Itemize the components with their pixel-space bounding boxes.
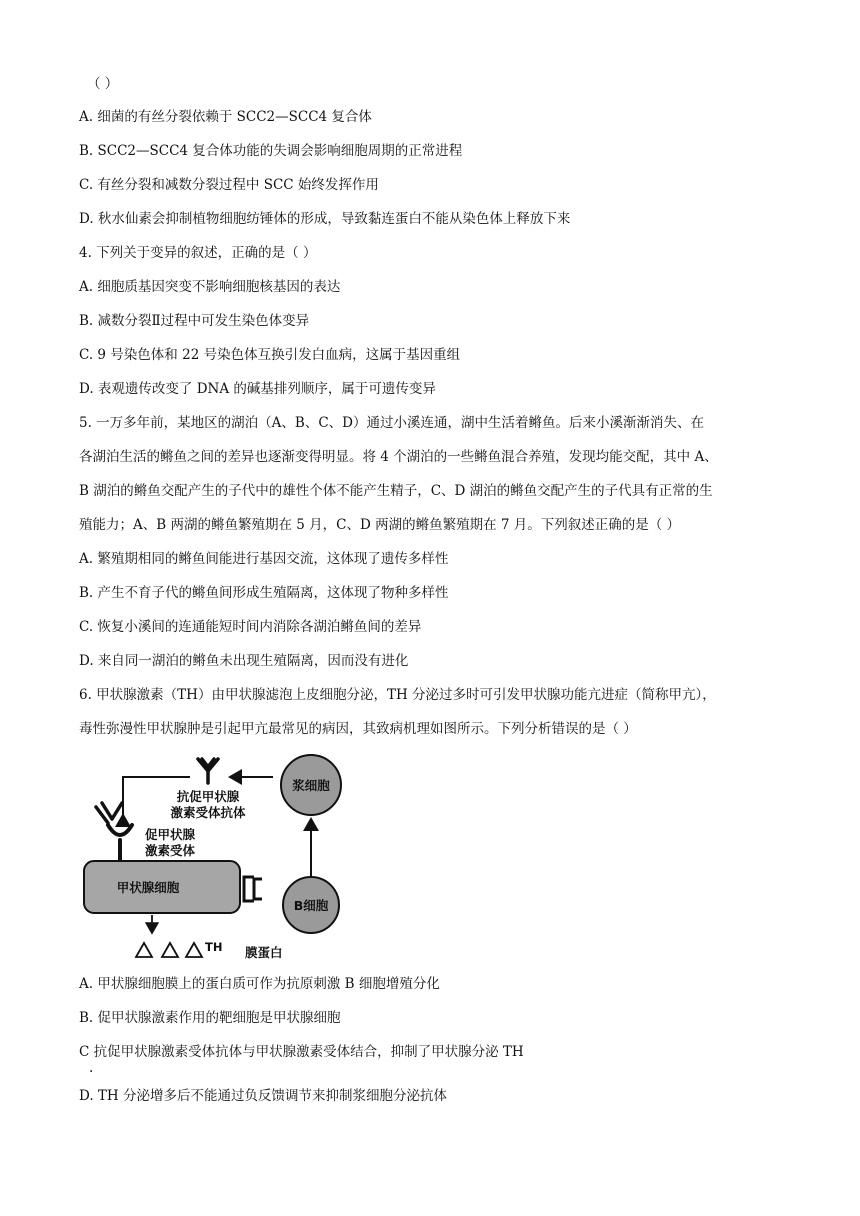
- q6-stem-line-1: 6. 甲状腺激素（TH）由甲状腺滤泡上皮细胞分泌，TH 分泌过多时可引发甲状腺功能亢进症（简称甲亢），: [79, 687, 716, 703]
- thyroid-cell: [84, 861, 240, 913]
- q3-option-a: A. 细菌的有丝分裂依赖于 SCC2—SCC4 复合体: [79, 109, 372, 125]
- q3-option-c: C. 有丝分裂和减数分裂过程中 SCC 始终发挥作用: [79, 177, 379, 193]
- q4-option-b: B. 减数分裂Ⅱ过程中可发生染色体变异: [79, 313, 310, 329]
- plasma-cell-label: 浆细胞: [292, 778, 330, 793]
- membrane-protein-label: 膜蛋白: [245, 945, 283, 960]
- antibody-icon: [198, 759, 218, 783]
- q6-option-a: A. 甲状腺细胞膜上的蛋白质可作为抗原刺激 B 细胞增殖分化: [79, 976, 440, 992]
- receptor-label-1: 促甲状腺: [145, 827, 196, 842]
- receptor-icon: [96, 803, 132, 860]
- q6-option-d: D. TH 分泌增多后不能通过负反馈调节来抑制浆细胞分泌抗体: [79, 1088, 447, 1104]
- q4-option-a: A. 细胞质基因突变不影响细胞核基因的表达: [79, 279, 341, 295]
- q5-option-b: B. 产生不育子代的鳉鱼间形成生殖隔离，这体现了物种多样性: [79, 585, 449, 601]
- thyroid-cell-label: 甲状腺细胞: [116, 880, 180, 895]
- th-label: TH: [205, 940, 223, 954]
- b-cell: [283, 877, 339, 933]
- q4-option-c: C. 9 号染色体和 22 号染色体互换引发白血病，这属于基因重组: [79, 347, 461, 363]
- th-triangles: [136, 943, 202, 957]
- q3-option-b: B. SCC2—SCC4 复合体功能的失调会影响细胞周期的正常进程: [79, 143, 463, 159]
- q6-option-c: C 抗促甲状腺激素受体抗体与甲状腺激素受体结合，抑制了甲状腺分泌 TH: [79, 1044, 524, 1060]
- q6-option-c-dot: .: [89, 1060, 94, 1076]
- antibody-label-2: 激素受体抗体: [170, 805, 246, 820]
- q6-option-b: B. 促甲状腺激素作用的靶细胞是甲状腺细胞: [79, 1010, 341, 1026]
- receptor-label-2: 激素受体: [145, 843, 196, 858]
- antibody-label-1: 抗促甲状腺: [176, 789, 240, 804]
- membrane-protein-icon: [244, 877, 262, 901]
- q3-option-d: D. 秋水仙素会抑制植物细胞纺锤体的形成，导致黏连蛋白不能从染色体上释放下来: [79, 211, 571, 227]
- q4-option-d: D. 表观遗传改变了 DNA 的碱基排列顺序，属于可遗传变异: [79, 381, 436, 397]
- q5-option-c: C. 恢复小溪间的连通能短时间内消除各湖泊鳉鱼间的差异: [79, 619, 422, 635]
- q5-stem-line-2: 各湖泊生活的鳉鱼之间的差异也逐渐变得明显。将 4 个湖泊的一些鳉鱼混合养殖，发现均能交配，其中 A、: [79, 449, 718, 465]
- q4-stem: 4. 下列关于变异的叙述，正确的是（ ）: [79, 245, 317, 261]
- thyroid-mechanism-diagram: [78, 745, 358, 963]
- q5-option-a: A. 繁殖期相同的鳉鱼间能进行基因交流，这体现了遗传多样性: [79, 551, 449, 567]
- q5-stem-line-4: 殖能力；A、B 两湖的鳉鱼繁殖期在 5 月，C、D 两湖的鳉鱼繁殖期在 7 月。下列叙述正确的是（ ）: [79, 517, 681, 533]
- q5-stem-line-3: B 湖泊的鳉鱼交配产生的子代中的雄性个体不能产生精子，C、D 湖泊的鳉鱼交配产生的子代具有正常的生: [79, 483, 713, 499]
- q5-option-d: D. 来自同一湖泊的鳉鱼未出现生殖隔离，因而没有进化: [79, 653, 409, 669]
- q5-stem-line-1: 5. 一万多年前，某地区的湖泊（A、B、C、D）通过小溪连通，湖中生活着鳉鱼。后来小溪渐渐消失、在: [79, 415, 704, 431]
- b-cell-label: B细胞: [293, 898, 329, 913]
- q6-stem-line-2: 毒性弥漫性甲状腺肿是引起甲亢最常见的病因，其致病机理如图所示。下列分析错误的是（ ）: [79, 721, 637, 737]
- plasma-cell: [281, 755, 341, 815]
- q3-answer-blank: （ ）: [87, 76, 119, 92]
